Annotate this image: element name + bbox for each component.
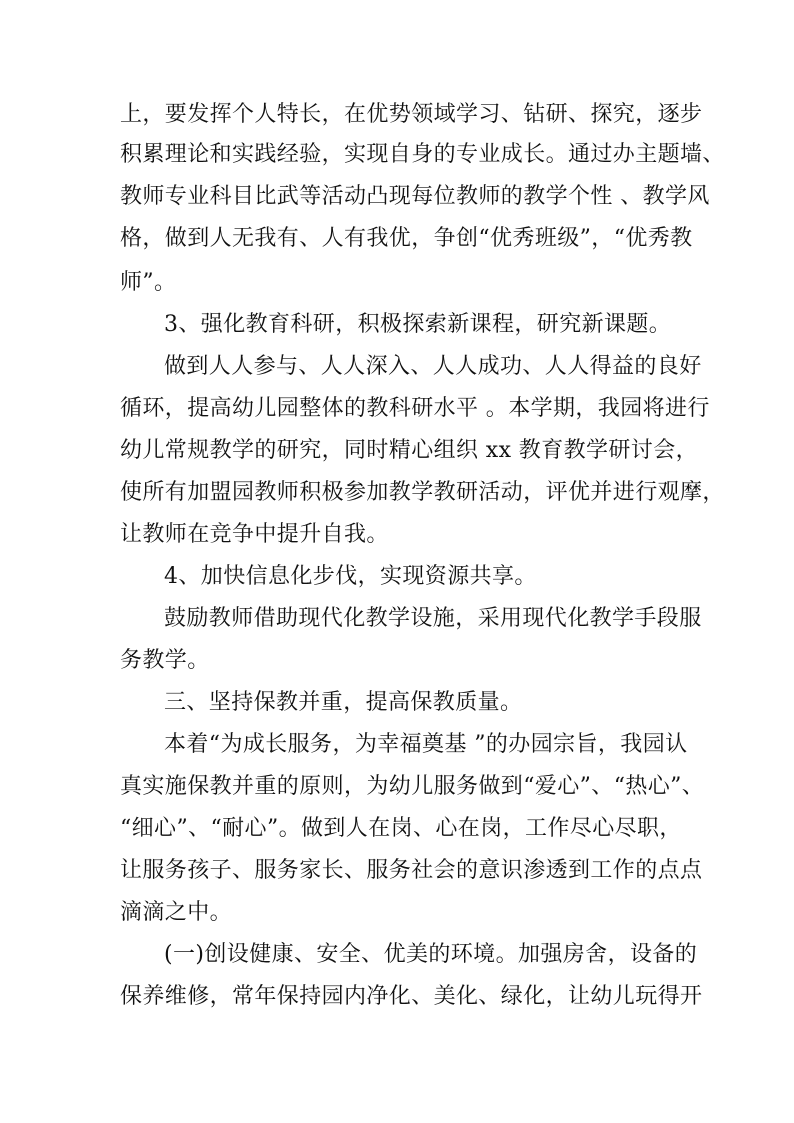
text-line: 使所有加盟园教师积极参加教学教研活动，评优并进行观摩， xyxy=(120,480,725,505)
text-line: “细心”、“耐心”。做到人在岗、心在岗，工作尽心尽职， xyxy=(120,816,682,841)
text-line: 积累理论和实践经验，实现自身的专业成长。通过办主题墙、 xyxy=(120,142,725,167)
paragraph-start: 做到人人参与、人人深入、人人成功、人人得益的良好 xyxy=(164,354,702,379)
text-line: 幼儿常规教学的研究，同时精心组织 xx 教育教学研讨会， xyxy=(120,438,699,463)
text-line: 师”。 xyxy=(120,270,177,295)
paragraph-start: 本着“为成长服务，为幸福奠基 ”的办园宗旨，我园认 xyxy=(164,732,688,757)
text-line: 教师专业科目比武等活动凸现每位教师的教学个性 、教学风 xyxy=(120,184,710,209)
text-line: 真实施保教并重的原则，为幼儿服务做到“爱心”、“热心”、 xyxy=(120,774,705,799)
text-line: 滴滴之中。 xyxy=(120,900,233,925)
text-line: 上，要发挥个人特长，在优势领域学习、钻研、探究，逐步 xyxy=(120,102,703,127)
section-heading: 三、坚持保教并重，提高保教质量。 xyxy=(164,690,523,715)
text-line: 循环，提高幼儿园整体的教科研水平 。本学期，我园将进行 xyxy=(120,396,710,421)
text-line: 格，做到人无我有、人有我优，争创“优秀班级”，“优秀教 xyxy=(120,226,693,251)
paragraph-start: 鼓励教师借助现代化教学设施，采用现代化教学手段服 xyxy=(164,606,702,631)
text-line: 保养维修，常年保持园内净化、美化、绿化，让幼儿玩得开 xyxy=(120,984,703,1009)
text-line: 务教学。 xyxy=(120,648,210,673)
text-line: 让服务孩子、服务家长、服务社会的意识渗透到工作的点点 xyxy=(120,858,703,883)
section-heading: 3、强化教育科研，积极探索新课程，研究新课题。 xyxy=(164,312,672,337)
section-heading: 4、加快信息化步伐，实现资源共享。 xyxy=(164,564,537,589)
paragraph-start: (一)创设健康、安全、优美的环境。加强房舍，设备的 xyxy=(164,942,698,967)
text-line: 让教师在竞争中提升自我。 xyxy=(120,522,389,547)
